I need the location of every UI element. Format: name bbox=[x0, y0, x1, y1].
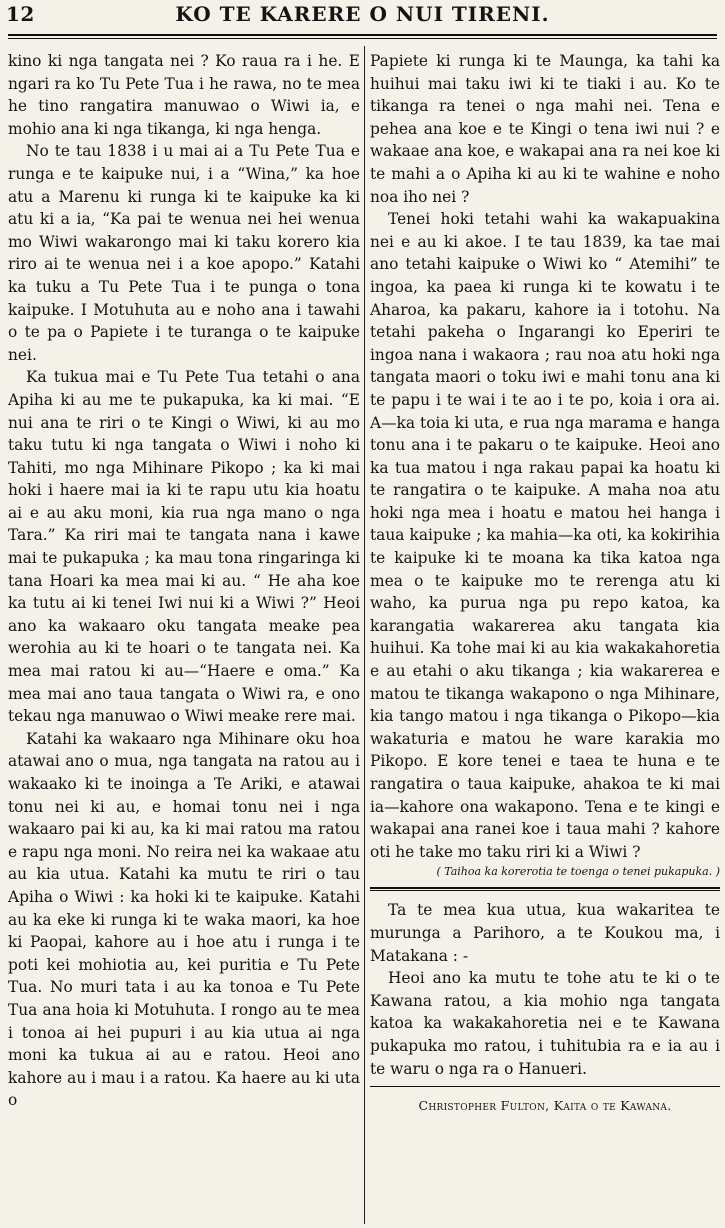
right-column bbox=[370, 50, 720, 1228]
notice-body bbox=[370, 899, 720, 1080]
page-number: 12 bbox=[6, 2, 35, 26]
signature: Christopher Fulton, Kaita o te Kawana. bbox=[418, 1098, 672, 1114]
right-column-body bbox=[370, 50, 720, 863]
page-header bbox=[0, 0, 725, 28]
header-rule bbox=[8, 34, 717, 39]
column-divider bbox=[364, 46, 365, 1224]
page-title: KO TE KARERE O NUI TIRENI. bbox=[175, 2, 550, 26]
paragraph: Katahi ka wakaaro nga Mihinare oku hoa atawai ano o mua, nga tangata na ratou au i wakaako ki te inoinga a Te Ariki, e atawai tonu nei ki au, e homai tonu nei i nga wakaaro pai ki au, ka ki mai ratou ma ratou e rapu nga moni. No reira nei ka wakaae atu au kia utua. Katahi ka mutu te riri o tau Apiha o Wiwi : ka hoki ki te kaipuke. Katahi au ka eke ki runga ki te waka maori, ka hoe ki Paopai, kahore au i hoe atu i runga i te poti kei mohiotia au, kei puritia e Tu Pete Tua. No muri tata i au ka tonoa e Tu Pete Tua ana hoia ki Motuhuta. I rongo au te mea i tonoa ai hei pupuri i au kia utua ai nga moni ka tukua ai au e ratou. Heoi ano kahore au i mau i a ratou. Ka haere au ki uta o bbox=[8, 729, 360, 1110]
signature-rule bbox=[370, 1086, 720, 1087]
paragraph: Ka tukua mai e Tu Pete Tua tetahi o ana Apiha ki au me te pukapuka, ka ki mai. “E nui ana te riri o te Kingi o Wiwi, ki au mo taku tutu ki nga tangata o Wiwi i noho ki Tahiti, mo nga Mihinare Pikopo ; ka ki mai hoki i haere mai ia ki te rapu utu kia hoatu ai e au aku moni, kia rua nga mano o nga Tara.” Ka riri mai te tangata nana i kawe mai te pukapuka ; ka mau tona ringaringa ki tana Hoari ka mea mai ki au. “ He aha koe ka tutu ai ki tenei Iwi nui ki a Wiwi ?” Heoi ano ka wakaaro oku tangata meake pea werohia au ki te hoari o te tangata nei. Ka mea mai ratou ki au—“Haere e oma.” Ka mea mai ano taua tangata o Wiwi ra, e ono tekau nga manuwao o Wiwi meake rere mai. bbox=[8, 368, 360, 726]
section-rule bbox=[370, 887, 720, 891]
paragraph: Tenei hoki tetahi wahi ka wakapuakina nei e au ki akoe. I te tau 1839, ka tae mai ano tetahi kaipuke o Wiwi ko “ Atemihi” te ingoa, ka paea ki runga ki te kowatu i te Aharoa, ka pakaru, kahore ia i totohu. Na tetahi pakeha o Ingarangi ko Eperiri te ingoa nana i wakaora ; rau noa atu hoki nga tangata maori o toku iwi e mahi tonu ana ki te papu i te wai i te ao i te po, koia i ora ai. A—ka toia ki uta, e rua nga marama e hanga tonu ana i te pakaru o te kaipuke. Heoi ano ka tua matou i nga rakau papai ka hoatu ki te rangatira o te kaipuke. A maha noa atu hoki nga mea i hoatu e matou hei hanga i taua kaipuke ; ka mahia—ka oti, ka kokirihia te kaipuke ki te moana ka tika katoa nga mea o te kaipuke mo te rerenga atu ki waho, ka purua nga pu repo katoa, ka karangatia wakarerea aku tangata kia huihui. Ka tohe mai ki au kia wakakahoretia e au etahi o aku tikanga ; kia wakarerea e matou te tikanga wakapono o nga Mihinare, kia tango matou i nga tikanga o Pikopo—kia wakaturia e matou he ware karakia mo Pikopo. E kore tenei e taea te huna e te rangatira o taua kaipuke, ahakoa te ki mai ia—kahore ona wakapono. Tena e te kingi e wakapai ana ranei koe i taua mahi ? kahore oti he take mo taku riri ki a Wiwi ? bbox=[370, 210, 720, 861]
paragraph: No te tau 1838 i u mai ai a Tu Pete Tua e runga e te kaipuke nui, i a “Wina,” ka hoe atu a Marenu ki runga ki te kaipuke ka ki atu ki a ia, “Ka pai te wenua nei hei wenua mo Wiwi wakarongo mai ki taku korero kia riro ai te wenua nei i a koe apopo.” Katahi ka tuku a Tu Pete Tua i te punga o tona kaipuke. I Motuhuta au e noho ana i tawahi o te pa o Papiete i te turanga o te kaipuke nei. bbox=[8, 142, 360, 364]
paragraph: kino ki nga tangata nei ? Ko raua ra i he. E ngari ra ko Tu Pete Tua i he rawa, no te mea he tino rangatira manuwao o Wiwi ia, e mohio ana ki nga tikanga, ki nga henga. bbox=[8, 52, 360, 138]
paragraph: Ta te mea kua utua, kua wakaritea te murunga a Parihoro, a te Koukou ma, i Matakana : - bbox=[370, 901, 720, 965]
paragraph: Heoi ano ka mutu te tohe atu te ki o te Kawana ratou, a kia mohio nga tangata katoa ka wakakahoretia nei e te Kawana pukapuka mo ratou, i tuhitubia ra e ia au i te waru o nga ra o Hanueri. bbox=[370, 969, 720, 1078]
paragraph: Papiete ki runga ki te Maunga, ka tahi ka huihui mai taku iwi ki te tiaki i au. Ko te tikanga ra tenei o nga mahi nei. Tena e pehea ana koe e te Kingi o tena iwi nui ? e wakaae ana koe, e wakapai ana ra nei koe ki te mahi a o Apiha ki au ki te wahine e noho noa iho nei ? bbox=[370, 52, 720, 206]
translation-note: ( Taihoa ka korerotia te toenga o tenei pukapuka. ) bbox=[436, 865, 720, 879]
left-column bbox=[8, 50, 360, 1228]
